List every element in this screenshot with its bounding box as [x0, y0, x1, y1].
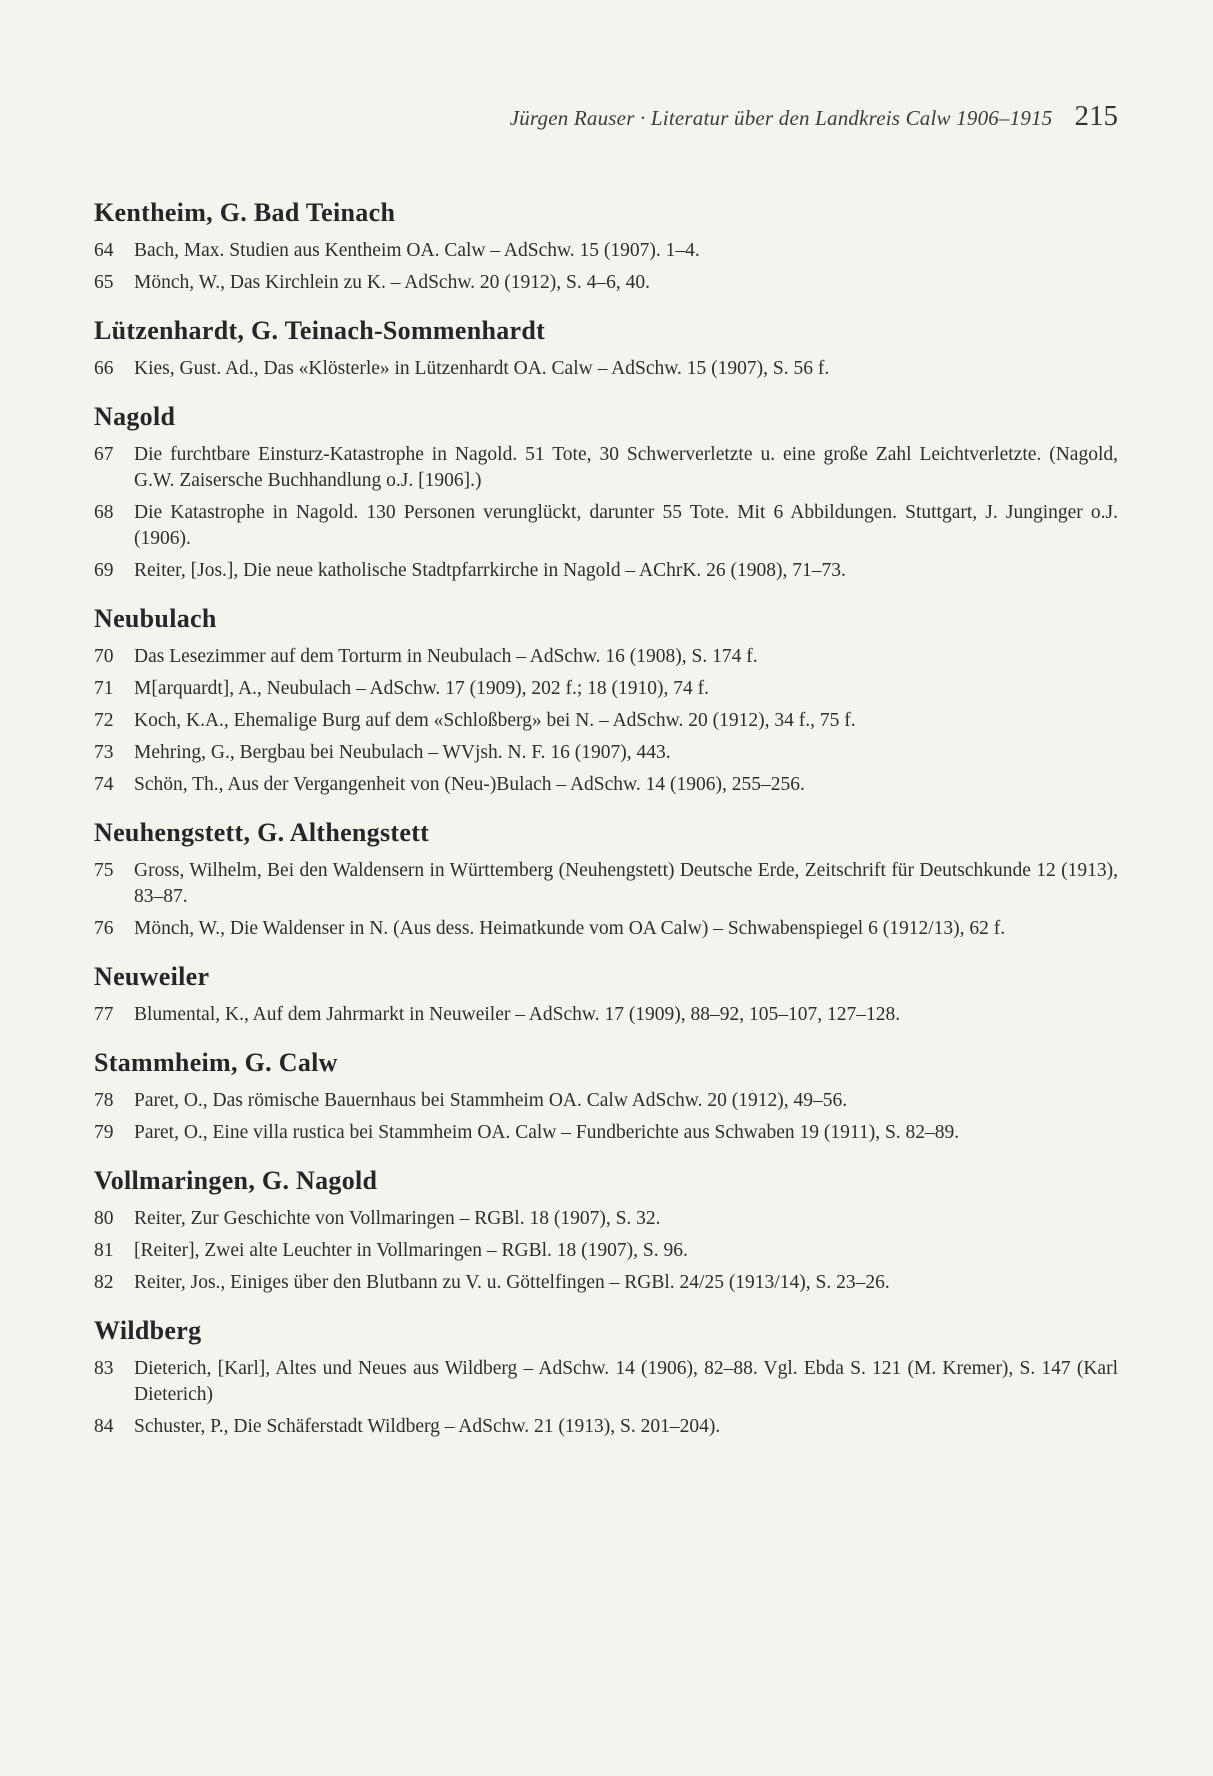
bibliography-entry: [94, 1238, 1118, 1264]
bibliography-entry: [94, 1206, 1118, 1232]
entry-text: Schön, Th., Aus der Vergangenheit von (Neu-)Bulach – AdSchw. 14 (1906), 255–256.: [134, 774, 805, 795]
entry-number: 82: [94, 1272, 114, 1293]
entry-text: Reiter, Zur Geschichte von Vollmaringen – RGBl. 18 (1907), S. 32.: [134, 1208, 661, 1229]
entry-number: 72: [94, 710, 114, 731]
entry-number: 80: [94, 1208, 114, 1229]
bibliography-entry: [94, 916, 1118, 942]
entry-text: M[arquardt], A., Neubulach – AdSchw. 17 (1909), 202 f.; 18 (1910), 74 f.: [134, 678, 709, 699]
section-vollmaringen: [94, 1164, 1118, 1296]
entry-number: 70: [94, 646, 114, 667]
bibliography-content: [94, 196, 1118, 1446]
section-heading: Neubulach: [94, 604, 217, 633]
entry-text: Die Katastrophe in Nagold. 130 Personen verunglückt, darunter 55 Tote. Mit 6 Abbildungen. Stuttgart, J. Junginger o.J. (1906).: [134, 502, 1118, 549]
bibliography-entry: [94, 1414, 1118, 1440]
section-stammheim: [94, 1046, 1118, 1146]
bibliography-entry: [94, 644, 1118, 670]
bibliography-entry: [94, 1356, 1118, 1408]
entry-number: 83: [94, 1358, 114, 1379]
section-heading: Lützenhardt, G. Teinach-Sommenhardt: [94, 316, 546, 345]
entry-text: Mönch, W., Das Kirchlein zu K. – AdSchw. 20 (1912), S. 4–6, 40.: [134, 272, 650, 293]
bibliography-entry: [94, 858, 1118, 910]
entry-text: Gross, Wilhelm, Bei den Waldensern in Württemberg (Neuhengstett) Deutsche Erde, Zeitschrift für Deutschkunde 12 (1913), 83–87.: [134, 860, 1118, 907]
entry-text: Die furchtbare Einsturz-Katastrophe in Nagold. 51 Tote, 30 Schwerverletzte u. eine große Zahl Leichtverletzte. (Nagold, G.W. Zaisersche Buchhandlung o.J. [1906].): [134, 444, 1118, 491]
section-nagold: [94, 400, 1118, 584]
entry-text: Kies, Gust. Ad., Das «Klösterle» in Lützenhardt OA. Calw – AdSchw. 15 (1907), S. 56 f.: [134, 358, 830, 379]
entry-text: Dieterich, [Karl], Altes und Neues aus Wildberg – AdSchw. 14 (1906), 82–88. Vgl. Ebda S. 121 (M. Kremer), S. 147 (Karl Dieterich): [134, 1358, 1118, 1405]
entry-number: 69: [94, 560, 114, 581]
entry-number: 64: [94, 240, 114, 261]
entry-number: 79: [94, 1122, 114, 1143]
page-number: 215: [1074, 100, 1118, 132]
section-luetzenhardt: [94, 314, 1118, 382]
entry-number: 71: [94, 678, 114, 699]
entry-text: Schuster, P., Die Schäferstadt Wildberg – AdSchw. 21 (1913), S. 201–204).: [134, 1416, 721, 1437]
bibliography-entry: [94, 676, 1118, 702]
entry-text: Reiter, [Jos.], Die neue katholische Stadtpfarrkirche in Nagold – AChrK. 26 (1908), 71–73.: [134, 560, 846, 581]
bibliography-entry: [94, 740, 1118, 766]
entry-number: 65: [94, 272, 114, 293]
bibliography-entry: [94, 1088, 1118, 1114]
entry-number: 67: [94, 444, 114, 465]
section-wildberg: [94, 1314, 1118, 1440]
bibliography-entry: [94, 1270, 1118, 1296]
entry-text: Bach, Max. Studien aus Kentheim OA. Calw – AdSchw. 15 (1907). 1–4.: [134, 240, 700, 261]
bibliography-entry: [94, 500, 1118, 552]
section-heading: Nagold: [94, 402, 176, 431]
section-neubulach: [94, 602, 1118, 798]
section-neuhengstett: [94, 816, 1118, 942]
bibliography-entry: [94, 270, 1118, 296]
bibliography-entry: [94, 1002, 1118, 1028]
bibliography-entry: [94, 356, 1118, 382]
entry-text: Paret, O., Eine villa rustica bei Stammheim OA. Calw – Fundberichte aus Schwaben 19 (1911), S. 82–89.: [134, 1122, 960, 1143]
bibliography-entry: [94, 708, 1118, 734]
entry-number: 66: [94, 358, 114, 379]
entry-text: Das Lesezimmer auf dem Torturm in Neubulach – AdSchw. 16 (1908), S. 174 f.: [134, 646, 758, 667]
bibliography-entry: [94, 1120, 1118, 1146]
entry-number: 78: [94, 1090, 114, 1111]
section-neuweiler: [94, 960, 1118, 1028]
section-heading: Neuhengstett, G. Althengstett: [94, 818, 430, 847]
entry-number: 81: [94, 1240, 114, 1261]
entry-text: Paret, O., Das römische Bauernhaus bei Stammheim OA. Calw AdSchw. 20 (1912), 49–56.: [134, 1090, 848, 1111]
section-kentheim: [94, 196, 1118, 296]
entry-text: Mönch, W., Die Waldenser in N. (Aus dess. Heimatkunde vom OA Calw) – Schwabenspiegel 6 (1912/13), 62 f.: [134, 918, 1006, 939]
entry-number: 75: [94, 860, 114, 881]
entry-number: 73: [94, 742, 114, 763]
entry-number: 68: [94, 502, 114, 523]
section-heading: Kentheim, G. Bad Teinach: [94, 198, 396, 227]
bibliography-entry: [94, 442, 1118, 494]
entry-number: 77: [94, 1004, 114, 1025]
entry-number: 74: [94, 774, 114, 795]
entry-text: Koch, K.A., Ehemalige Burg auf dem «Schloßberg» bei N. – AdSchw. 20 (1912), 34 f., 75 f.: [134, 710, 856, 731]
section-heading: Wildberg: [94, 1316, 202, 1345]
entry-text: Blumental, K., Auf dem Jahrmarkt in Neuweiler – AdSchw. 17 (1909), 88–92, 105–107, 127–128.: [134, 1004, 901, 1025]
section-heading: Stammheim, G. Calw: [94, 1048, 338, 1077]
running-header: [94, 100, 1118, 133]
bibliography-entry: [94, 772, 1118, 798]
bibliography-entry: [94, 238, 1118, 264]
entry-text: [Reiter], Zwei alte Leuchter in Vollmaringen – RGBl. 18 (1907), S. 96.: [134, 1240, 688, 1261]
section-heading: Vollmaringen, G. Nagold: [94, 1166, 378, 1195]
entry-text: Reiter, Jos., Einiges über den Blutbann zu V. u. Göttelfingen – RGBl. 24/25 (1913/14), S. 23–26.: [134, 1272, 890, 1293]
entry-text: Mehring, G., Bergbau bei Neubulach – WVjsh. N. F. 16 (1907), 443.: [134, 742, 671, 763]
bibliography-entry: [94, 558, 1118, 584]
entry-number: 84: [94, 1416, 114, 1437]
section-heading: Neuweiler: [94, 962, 210, 991]
entry-number: 76: [94, 918, 114, 939]
header-title: Jürgen Rauser · Literatur über den Landkreis Calw 1906–1915: [509, 106, 1053, 130]
